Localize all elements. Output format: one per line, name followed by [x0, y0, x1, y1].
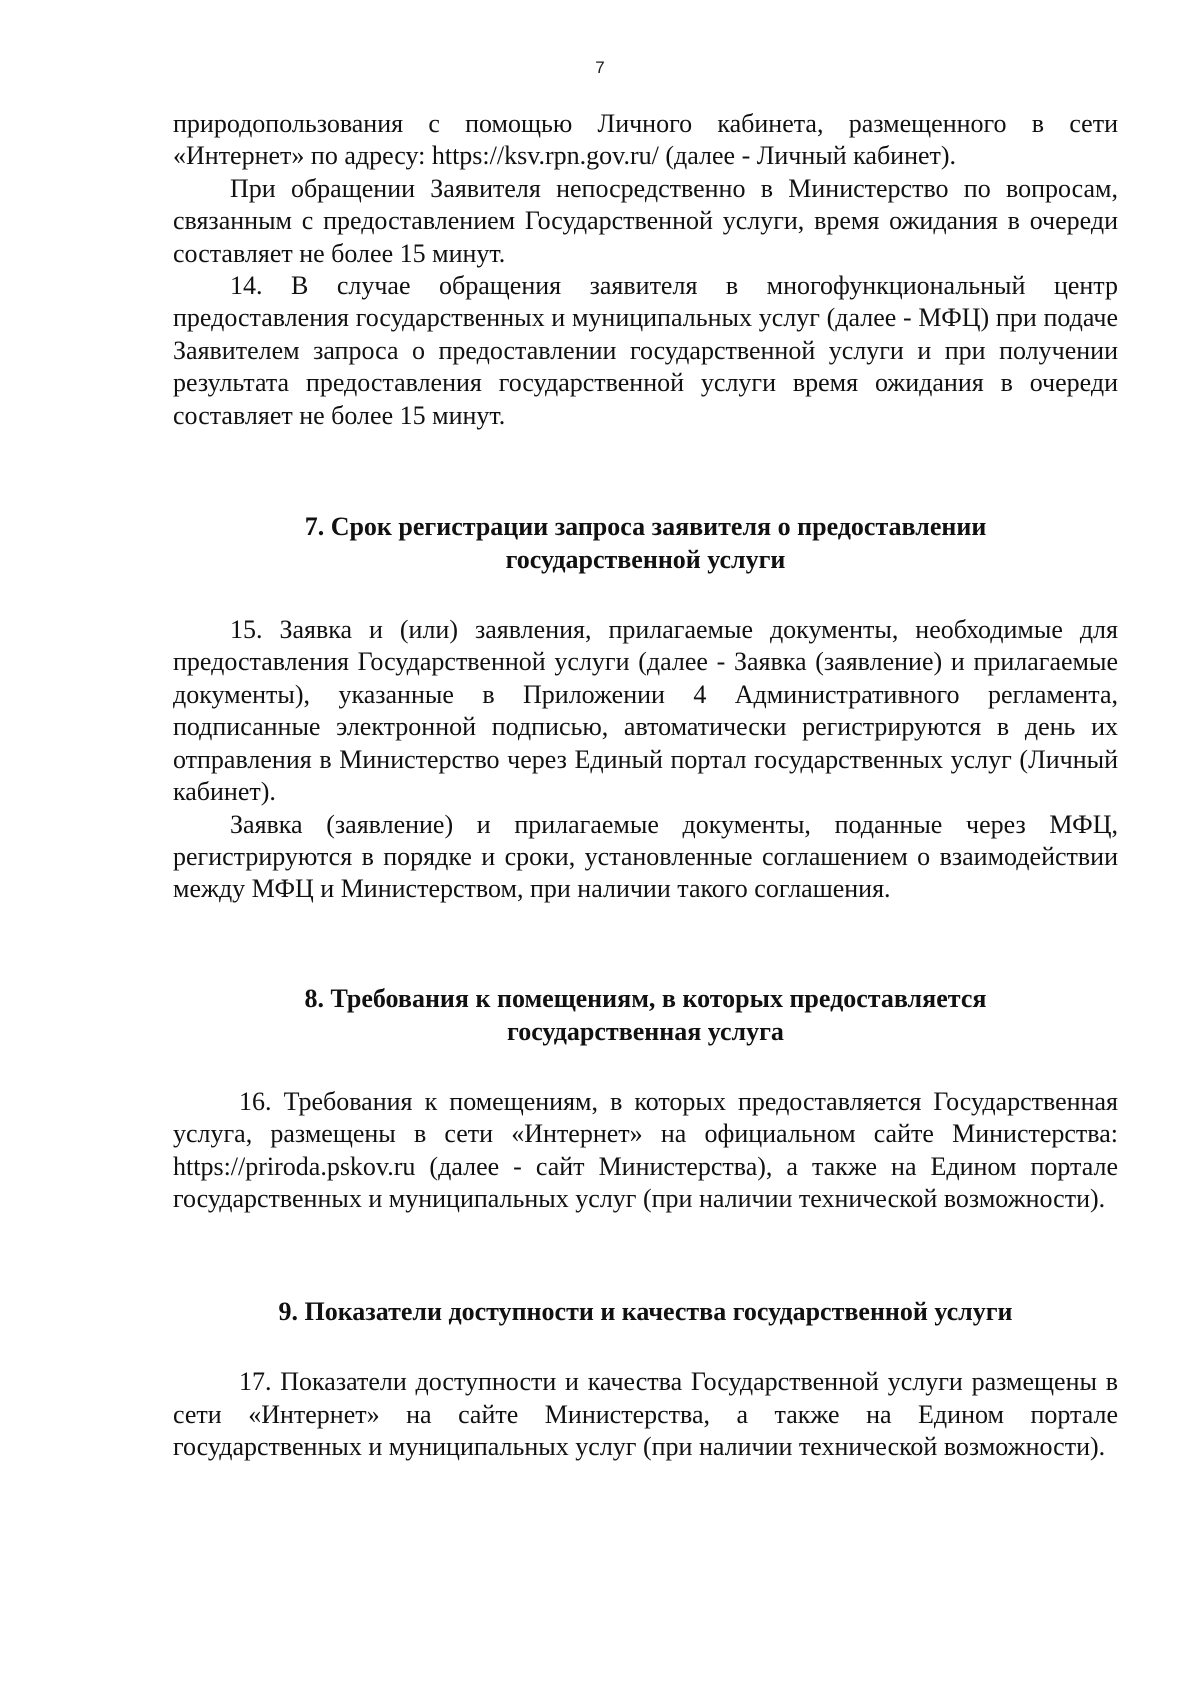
paragraph-continuation: природопользования с помощью Личного кабинета, размещенного в сети «Интернет» по адресу: https://ksv.rpn.gov.ru/ (далее - Личный кабинет).: [173, 109, 1118, 171]
paragraph-mfc-registration: Заявка (заявление) и прилагаемые документы, поданные через МФЦ, регистрируются в порядке и сроки, установленные соглашением о взаимодействии между МФЦ и Министерством, при наличии такого соглашения.: [173, 809, 1118, 904]
section-8-heading-line2: государственная услуга: [507, 1016, 784, 1046]
section-7-heading-line2: государственной услуги: [505, 545, 786, 575]
section-9-heading: 9. Показатели доступности и качества государственной услуги: [278, 1297, 1013, 1327]
paragraph-17: 17. Показатели доступности и качества Государственной услуги размещены в сети «Интернет» на сайте Министерства, а также на Едином портале государственных и муниципальных услуг (при наличии технической возможности).: [173, 1367, 1118, 1462]
section-7-heading-line1: 7. Срок регистрации запроса заявителя о предоставлении: [304, 512, 987, 542]
section-7-heading: [173, 510, 1118, 576]
paragraph-ministry-waiting-time: При обращении Заявителя непосредственно в Министерство по вопросам, связанным с предоставлением Государственной услуги, время ожидания в очереди составляет не более 15 минут.: [173, 173, 1118, 268]
paragraph-14: 14. В случае обращения заявителя в многофункциональный центр предоставления государственных и муниципальных услуг (далее - МФЦ) при подаче Заявителем запроса о предоставлении государственной услуги и при получении результата предоставления государственной услуги время ожидания в очереди составляет не более 15 минут.: [173, 271, 1118, 430]
section-8-heading-line1: 8. Требования к помещениям, в которых предоставляется: [304, 983, 987, 1013]
document-body: [173, 108, 1118, 1464]
section-8-heading: [173, 982, 1118, 1048]
paragraph-15: 15. Заявка и (или) заявления, прилагаемые документы, необходимые для предоставления Государственной услуги (далее - Заявка (заявление) и прилагаемые документы), указанные в Приложении 4 Административного регламента, подписанные электронной подписью, автоматически регистрируются в день их отправления в Министерство через Единый портал государственных услуг (Личный кабинет).: [173, 615, 1118, 807]
page-number: 7: [595, 58, 605, 77]
paragraph-16: 16. Требования к помещениям, в которых предоставляется Государственная услуга, размещены в сети «Интернет» на официальном сайте Министерства: https://priroda.pskov.ru (далее - сайт Министерства), а также на Едином портале государственных и муниципальных услуг (при наличии технической возможности).: [173, 1086, 1118, 1213]
